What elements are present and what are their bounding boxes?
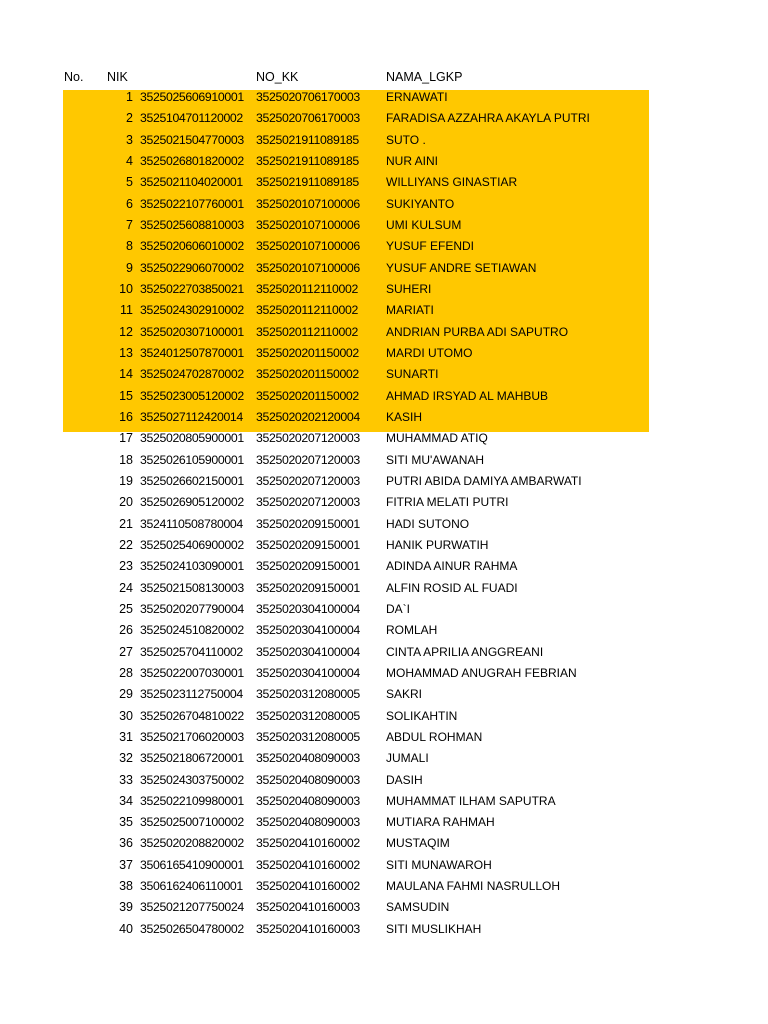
row-number: 40	[119, 921, 133, 936]
no-kk-cell: 3525020209150001	[256, 537, 360, 552]
nama-cell: WILLIYANS GINASTIAR	[386, 175, 518, 190]
nik-cell: 3525022109980001	[140, 793, 244, 808]
table-row	[0, 386, 768, 407]
header-no-kk: NO_KK	[256, 70, 299, 84]
nama-cell: KASIH	[386, 409, 423, 424]
no-kk-cell: 3525020112110002	[256, 281, 358, 296]
row-number: 3	[126, 132, 133, 147]
nik-cell: 3525025007100002	[140, 815, 244, 830]
row-number: 28	[119, 665, 133, 680]
nik-cell: 3524012507870001	[140, 345, 244, 360]
table-row	[0, 236, 768, 257]
no-kk-cell: 3525020410160003	[256, 921, 360, 936]
nama-cell: MAULANA FAHMI NASRULLOH	[386, 879, 561, 894]
row-number: 26	[119, 623, 133, 638]
nik-cell: 3525021104020001	[140, 175, 243, 190]
row-number: 9	[126, 260, 133, 275]
row-number: 12	[119, 324, 133, 339]
nama-cell: SITI MUNAWAROH	[386, 857, 492, 872]
nama-cell: SUTO .	[386, 132, 426, 147]
no-kk-cell: 3525020207120003	[256, 452, 360, 467]
table-row	[0, 258, 768, 279]
row-number: 8	[126, 239, 133, 254]
nama-cell: ALFIN ROSID AL FUADI	[386, 580, 518, 595]
nama-cell: ROMLAH	[386, 623, 438, 638]
row-number: 39	[119, 900, 133, 915]
table-row	[0, 450, 768, 471]
nama-cell: MUHAMMAT ILHAM SAPUTRA	[386, 793, 556, 808]
no-kk-cell: 3525020209150001	[256, 559, 360, 574]
row-number: 29	[119, 687, 133, 702]
row-number: 2	[126, 111, 133, 126]
nama-cell: AHMAD IRSYAD AL MAHBUB	[386, 388, 549, 403]
no-kk-cell: 3525020202120004	[256, 409, 360, 424]
nik-cell: 3525026801820002	[140, 153, 244, 168]
table-row	[0, 578, 768, 599]
table-row	[0, 87, 768, 108]
row-number: 14	[119, 367, 133, 382]
no-kk-cell: 3525020408090003	[256, 772, 360, 787]
no-kk-cell: 3525020410160002	[256, 857, 360, 872]
table-row	[0, 727, 768, 748]
no-kk-cell: 3525020207120003	[256, 473, 360, 488]
row-number: 7	[126, 217, 133, 232]
nik-cell: 3525020805900001	[140, 431, 244, 446]
table-row	[0, 130, 768, 151]
table-row	[0, 108, 768, 129]
nik-cell: 3525025608810003	[140, 217, 244, 232]
nik-cell: 3525020307100001	[140, 324, 244, 339]
row-number: 32	[119, 751, 133, 766]
nik-cell: 3524110508780004	[140, 516, 243, 531]
row-number: 37	[119, 857, 133, 872]
table-row	[0, 172, 768, 193]
nik-cell: 3525022107760001	[140, 196, 244, 211]
table-row	[0, 428, 768, 449]
no-kk-cell: 3525020209150001	[256, 516, 360, 531]
nik-cell: 3525023005120002	[140, 388, 244, 403]
table-row	[0, 770, 768, 791]
no-kk-cell: 3525020112110002	[256, 303, 358, 318]
header-no: No.	[64, 70, 84, 84]
no-kk-cell: 3525020312080005	[256, 708, 360, 723]
row-number: 27	[119, 644, 133, 659]
nik-cell: 3525026905120002	[140, 495, 244, 510]
data-rows	[0, 87, 768, 940]
table-row	[0, 194, 768, 215]
no-kk-cell: 3525020408090003	[256, 751, 360, 766]
row-number: 10	[119, 281, 133, 296]
table-row	[0, 151, 768, 172]
table-row	[0, 471, 768, 492]
nama-cell: MARIATI	[386, 303, 434, 318]
no-kk-cell: 3525020201150002	[256, 388, 359, 403]
table-row	[0, 364, 768, 385]
table-row	[0, 599, 768, 620]
row-number: 20	[119, 495, 133, 510]
nama-cell: SITI MU'AWANAH	[386, 452, 485, 467]
no-kk-cell: 3525020706170003	[256, 90, 360, 104]
nik-cell: 3525025704110002	[140, 644, 243, 659]
no-kk-cell: 3525020209150001	[256, 580, 360, 595]
nik-cell: 3525027112420014	[140, 409, 243, 424]
no-kk-cell: 3525021911089185	[256, 153, 359, 168]
no-kk-cell: 3525021911089185	[256, 175, 359, 190]
nik-cell: 3506162406110001	[140, 879, 243, 894]
row-number: 38	[119, 879, 133, 894]
nik-cell: 3525026504780002	[140, 921, 244, 936]
no-kk-cell: 3525020304100004	[256, 644, 360, 659]
table-row	[0, 556, 768, 577]
nik-cell: 3525026105900001	[140, 452, 244, 467]
no-kk-cell: 3525020201150002	[256, 367, 359, 382]
nik-cell: 3525025606910001	[140, 90, 244, 104]
row-number: 23	[119, 559, 133, 574]
no-kk-cell: 3525020304100004	[256, 601, 360, 616]
nik-cell: 3525020208820002	[140, 836, 244, 851]
nama-cell: CINTA APRILIA ANGGREANI	[386, 644, 544, 659]
row-number: 22	[119, 537, 133, 552]
no-kk-cell: 3525020207120003	[256, 431, 360, 446]
no-kk-cell: 3525020112110002	[256, 324, 358, 339]
nama-cell: MUSTAQIM	[386, 836, 450, 851]
nik-cell: 3525021508130003	[140, 580, 244, 595]
table-row	[0, 833, 768, 854]
nik-cell: 3525024702870002	[140, 367, 244, 382]
row-number: 16	[119, 409, 133, 424]
nik-cell: 3525026602150001	[140, 473, 244, 488]
table-row	[0, 300, 768, 321]
nama-cell: SAMSUDIN	[386, 900, 450, 915]
nama-cell: MUTIARA RAHMAH	[386, 815, 495, 830]
nama-cell: SUKIYANTO	[386, 196, 455, 211]
nama-cell: FITRIA MELATI PUTRI	[386, 495, 509, 510]
nama-cell: ERNAWATI	[386, 90, 448, 104]
nama-cell: DASIH	[386, 772, 423, 787]
row-number: 33	[119, 772, 133, 787]
table-row	[0, 407, 768, 428]
nama-cell: DA`I	[386, 601, 410, 616]
table-row	[0, 322, 768, 343]
nik-cell: 3525024302910002	[140, 303, 244, 318]
nik-cell: 3525021706020003	[140, 729, 244, 744]
table-row	[0, 919, 768, 940]
nik-cell: 3525104701120002	[140, 111, 243, 126]
header-nama-lgkp: NAMA_LGKP	[386, 70, 463, 84]
row-number: 5	[126, 175, 133, 190]
nik-cell: 3525020606010002	[140, 239, 244, 254]
table-row	[0, 620, 768, 641]
nik-cell: 3525022007030001	[140, 665, 244, 680]
no-kk-cell: 3525020107100006	[256, 260, 360, 275]
nik-cell: 3525024103090001	[140, 559, 244, 574]
table-row	[0, 684, 768, 705]
nik-cell: 3525020207790004	[140, 601, 244, 616]
table-row	[0, 492, 768, 513]
row-number: 34	[119, 793, 133, 808]
row-number: 17	[119, 431, 133, 446]
no-kk-cell: 3525020706170003	[256, 111, 360, 126]
nama-cell: YUSUF ANDRE SETIAWAN	[386, 260, 537, 275]
nik-cell: 3525024303750002	[140, 772, 244, 787]
table-row	[0, 343, 768, 364]
row-number: 24	[119, 580, 133, 595]
row-number: 15	[119, 388, 133, 403]
no-kk-cell: 3525020410160002	[256, 836, 360, 851]
no-kk-cell: 3525020408090003	[256, 815, 360, 830]
no-kk-cell: 3525020107100006	[256, 239, 360, 254]
row-number: 6	[126, 196, 133, 211]
table-row	[0, 791, 768, 812]
nik-cell: 3525022703850021	[140, 281, 244, 296]
nama-cell: ADINDA AINUR RAHMA	[386, 559, 518, 574]
nik-cell: 3525026704810022	[140, 708, 244, 723]
row-number: 30	[119, 708, 133, 723]
no-kk-cell: 3525020304100004	[256, 623, 360, 638]
table-row	[0, 812, 768, 833]
nik-cell: 3525021207750024	[140, 900, 244, 915]
row-number: 21	[119, 516, 133, 531]
nama-cell: NUR AINI	[386, 153, 439, 168]
table-row	[0, 535, 768, 556]
nik-cell: 3525022906070002	[140, 260, 244, 275]
row-number: 19	[119, 473, 133, 488]
row-number: 1	[126, 90, 133, 104]
nama-cell: ANDRIAN PURBA ADI SAPUTRO	[386, 324, 569, 339]
row-number: 13	[119, 345, 133, 360]
table-row	[0, 706, 768, 727]
no-kk-cell: 3525021911089185	[256, 132, 359, 147]
nama-cell: YUSUF EFENDI	[386, 239, 475, 254]
nama-cell: ABDUL ROHMAN	[386, 729, 483, 744]
row-number: 25	[119, 601, 133, 616]
nama-cell: MUHAMMAD ATIQ	[386, 431, 488, 446]
no-kk-cell: 3525020410160003	[256, 900, 360, 915]
nama-cell: SOLIKAHTIN	[386, 708, 458, 723]
table-row	[0, 748, 768, 769]
row-number: 31	[119, 729, 133, 744]
nama-cell: HANIK PURWATIH	[386, 537, 489, 552]
table-row	[0, 514, 768, 535]
nik-cell: 3525021504770003	[140, 132, 244, 147]
table-row	[0, 642, 768, 663]
table-row	[0, 855, 768, 876]
nik-cell: 3525023112750004	[140, 687, 243, 702]
no-kk-cell: 3525020207120003	[256, 495, 360, 510]
table-row	[0, 897, 768, 918]
row-number: 35	[119, 815, 133, 830]
no-kk-cell: 3525020312080005	[256, 687, 360, 702]
no-kk-cell: 3525020312080005	[256, 729, 360, 744]
no-kk-cell: 3525020410160002	[256, 879, 360, 894]
no-kk-cell: 3525020201150002	[256, 345, 359, 360]
table-row	[0, 663, 768, 684]
header-nik: NIK	[107, 70, 128, 84]
row-number: 11	[120, 303, 133, 318]
table-row	[0, 876, 768, 897]
nama-cell: SUNARTI	[386, 367, 439, 382]
table-row	[0, 279, 768, 300]
no-kk-cell: 3525020304100004	[256, 665, 360, 680]
nama-cell: HADI SUTONO	[386, 516, 470, 531]
nama-cell: FARADISA AZZAHRA AKAYLA PUTRI	[386, 111, 590, 126]
nik-cell: 3506165410900001	[140, 857, 244, 872]
no-kk-cell: 3525020107100006	[256, 196, 360, 211]
nik-cell: 3525024510820002	[140, 623, 244, 638]
row-number: 36	[119, 836, 133, 851]
nama-cell: JUMALI	[386, 751, 429, 766]
nama-cell: SITI MUSLIKHAH	[386, 921, 482, 936]
nik-cell: 3525025406900002	[140, 537, 244, 552]
row-number: 18	[119, 452, 133, 467]
no-kk-cell: 3525020408090003	[256, 793, 360, 808]
no-kk-cell: 3525020107100006	[256, 217, 360, 232]
nama-cell: SUHERI	[386, 281, 432, 296]
nama-cell: UMI KULSUM	[386, 217, 462, 232]
table-row	[0, 215, 768, 236]
nama-cell: SAKRI	[386, 687, 423, 702]
nama-cell: MARDI UTOMO	[386, 345, 473, 360]
nama-cell: MOHAMMAD ANUGRAH FEBRIAN	[386, 665, 577, 680]
nama-cell: PUTRI ABIDA DAMIYA AMBARWATI	[386, 473, 582, 488]
row-number: 4	[126, 153, 133, 168]
nik-cell: 3525021806720001	[140, 751, 244, 766]
